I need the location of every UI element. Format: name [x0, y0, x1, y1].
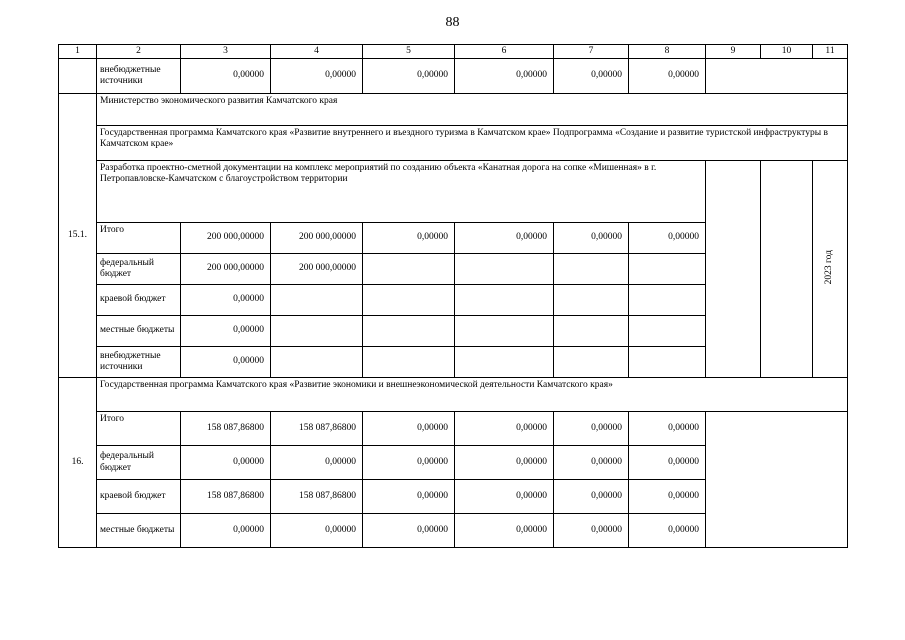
value-cell: 158 087,86800: [271, 480, 363, 514]
empty-cell: [706, 412, 848, 548]
value-cell: 0,00000: [554, 480, 629, 514]
value-cell: 0,00000: [554, 223, 629, 254]
value-cell: 200 000,00000: [271, 254, 363, 285]
section-index: 15.1.: [59, 94, 97, 378]
year-cell: [813, 161, 848, 378]
activity-title: Разработка проектно-сметной документации на комплекс мероприятий по созданию объекта «Канатная дорога на сопке «Мишенная» в г. Петропавловске-Камчатском с благоустройством территории: [97, 161, 706, 223]
funding-source-label: внебюджетные источники: [97, 347, 181, 378]
value-cell: [455, 316, 554, 347]
value-cell: [455, 254, 554, 285]
funding-source-label: краевой бюджет: [97, 480, 181, 514]
empty-cell: [706, 59, 848, 94]
value-cell: 0,00000: [181, 446, 271, 480]
value-cell: 0,00000: [181, 347, 271, 378]
funding-source-label: местные бюджеты: [97, 316, 181, 347]
value-cell: 0,00000: [271, 59, 363, 94]
column-number: 11: [813, 45, 848, 59]
value-cell: 0,00000: [181, 59, 271, 94]
value-cell: 0,00000: [455, 59, 554, 94]
year-label: 2023 год: [824, 249, 835, 284]
funding-source-label: федеральный бюджет: [97, 254, 181, 285]
value-cell: [363, 254, 455, 285]
value-cell: 0,00000: [271, 514, 363, 548]
column-number-row: [59, 45, 848, 59]
funding-source-label: внебюджетные источники: [97, 59, 181, 94]
value-cell: 200 000,00000: [271, 223, 363, 254]
value-cell: 0,00000: [455, 480, 554, 514]
funding-source-label: Итого: [97, 412, 181, 446]
column-number: 9: [706, 45, 761, 59]
value-cell: 158 087,86800: [181, 480, 271, 514]
funding-source-label: Итого: [97, 223, 181, 254]
value-cell: 0,00000: [629, 480, 706, 514]
value-cell: 0,00000: [554, 59, 629, 94]
index-cell: [59, 59, 97, 94]
value-cell: 0,00000: [363, 514, 455, 548]
funding-source-label: местные бюджеты: [97, 514, 181, 548]
value-cell: 0,00000: [554, 514, 629, 548]
column-number: 5: [363, 45, 455, 59]
value-cell: 0,00000: [455, 223, 554, 254]
value-cell: 0,00000: [629, 59, 706, 94]
table-row: [59, 94, 848, 126]
value-cell: [554, 316, 629, 347]
column-number: 6: [455, 45, 554, 59]
value-cell: 0,00000: [363, 412, 455, 446]
table-row: [59, 378, 848, 412]
value-cell: 158 087,86800: [271, 412, 363, 446]
value-cell: 0,00000: [455, 412, 554, 446]
value-cell: 200 000,00000: [181, 254, 271, 285]
value-cell: 0,00000: [554, 446, 629, 480]
table-row: [59, 412, 848, 446]
value-cell: [629, 254, 706, 285]
value-cell: [554, 347, 629, 378]
column-number: 2: [97, 45, 181, 59]
table-row: [59, 161, 848, 223]
value-cell: 0,00000: [363, 480, 455, 514]
column-number: 3: [181, 45, 271, 59]
value-cell: 0,00000: [629, 446, 706, 480]
value-cell: 0,00000: [629, 514, 706, 548]
table-row: [59, 59, 848, 94]
section-index: 16.: [59, 378, 97, 548]
value-cell: 0,00000: [455, 446, 554, 480]
funding-source-label: краевой бюджет: [97, 285, 181, 316]
value-cell: [554, 254, 629, 285]
value-cell: 0,00000: [181, 316, 271, 347]
value-cell: 0,00000: [181, 514, 271, 548]
program-title: Государственная программа Камчатского края «Развитие экономики и внешнеэкономической деятельности Камчатского края»: [97, 378, 848, 412]
value-cell: 0,00000: [363, 223, 455, 254]
budget-table: [58, 44, 848, 548]
value-cell: [271, 316, 363, 347]
value-cell: 0,00000: [455, 514, 554, 548]
page-number: 88: [445, 15, 460, 30]
value-cell: 158 087,86800: [181, 412, 271, 446]
value-cell: [455, 285, 554, 316]
value-cell: [363, 316, 455, 347]
value-cell: [363, 347, 455, 378]
column-number: 8: [629, 45, 706, 59]
value-cell: [363, 285, 455, 316]
table-row: [59, 126, 848, 161]
value-cell: [455, 347, 554, 378]
value-cell: [271, 285, 363, 316]
column-number: 10: [761, 45, 813, 59]
value-cell: [271, 347, 363, 378]
value-cell: 0,00000: [629, 223, 706, 254]
value-cell: 0,00000: [271, 446, 363, 480]
value-cell: [629, 316, 706, 347]
empty-cell: [706, 161, 761, 378]
value-cell: 0,00000: [363, 446, 455, 480]
value-cell: [554, 285, 629, 316]
value-cell: [629, 285, 706, 316]
column-number: 7: [554, 45, 629, 59]
empty-cell: [761, 161, 813, 378]
program-title: Государственная программа Камчатского края «Развитие внутреннего и въездного туризма в Камчатском крае» Подпрограмма «Создание и развитие туристской инфраструктуры в Камчатском крае»: [97, 126, 848, 161]
value-cell: 200 000,00000: [181, 223, 271, 254]
funding-source-label: федеральный бюджет: [97, 446, 181, 480]
value-cell: 0,00000: [554, 412, 629, 446]
value-cell: 0,00000: [181, 285, 271, 316]
value-cell: [629, 347, 706, 378]
column-number: 4: [271, 45, 363, 59]
value-cell: 0,00000: [363, 59, 455, 94]
ministry-title: Министерство экономического развития Камчатского края: [97, 94, 848, 126]
value-cell: 0,00000: [629, 412, 706, 446]
column-number: 1: [59, 45, 97, 59]
